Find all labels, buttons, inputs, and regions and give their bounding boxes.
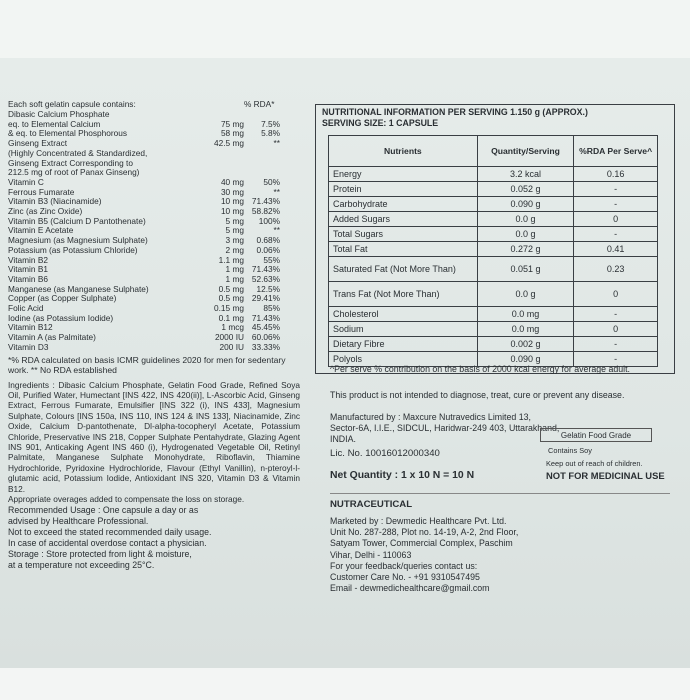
- composition-name: Vitamin B12: [8, 322, 53, 333]
- composition-name: Iodine (as Potassium Iodide): [8, 312, 114, 323]
- composition-name: Vitamin B2: [8, 254, 48, 265]
- nutrition-row: [329, 167, 658, 182]
- net-quantity: Net Quantity : 1 x 10 N = 10 N: [330, 470, 475, 481]
- nutrient-name: Sodium: [329, 322, 478, 337]
- nutrition-panel: [315, 104, 675, 374]
- nutrient-qty: 0.052 g: [477, 182, 574, 197]
- composition-qty: 0.5 mg: [218, 283, 244, 294]
- composition-rda: 71.43%: [251, 264, 280, 275]
- composition-qty: 1 mg: [225, 264, 244, 275]
- nutrient-name: Total Sugars: [329, 227, 478, 242]
- allergen-note: Contains Soy: [548, 446, 592, 455]
- composition-rda: 12.5%: [256, 283, 280, 294]
- composition-panel: [8, 100, 300, 571]
- composition-qty: 42.5 mg: [214, 138, 244, 149]
- nutrient-qty: 0.0 g: [477, 227, 574, 242]
- per-serve-footnote: ^Per serve % contribution on the basis of 2000 kcal energy for average adult.: [330, 364, 630, 374]
- composition-name: Dibasic Calcium Phosphate: [8, 109, 110, 119]
- nutrient-qty: 0.0 mg: [477, 322, 574, 337]
- nutrient-name: Polyols: [329, 352, 478, 367]
- marketer-line: Marketed by : Dewmedic Healthcare Pvt. Ltd.: [330, 516, 507, 526]
- composition-qty: 2 mg: [225, 244, 244, 255]
- composition-qty: 2000 IU: [214, 332, 244, 343]
- rda-column-header: % RDA*: [244, 99, 275, 109]
- composition-rda: **: [273, 186, 280, 197]
- composition-rda: 0.68%: [256, 235, 280, 246]
- composition-qty: 58 mg: [220, 128, 244, 139]
- nutrient-rda: 0.16: [574, 167, 658, 182]
- overages-text: Appropriate overages added to compensate the loss on storage.: [8, 494, 245, 505]
- nutrition-header-row: [329, 136, 658, 167]
- usage-line: In case of accidental overdose contact a physician.: [8, 538, 207, 549]
- nutrient-name: Added Sugars: [329, 212, 478, 227]
- nutrient-name: Energy: [329, 167, 478, 182]
- nutrient-name: Saturated Fat (Not More Than): [329, 257, 478, 282]
- category-label: NUTRACEUTICAL: [330, 499, 413, 510]
- nutrition-row: [329, 212, 658, 227]
- composition-qty: 3 mg: [225, 235, 244, 246]
- composition-rda: **: [273, 225, 280, 236]
- gelatin-badge: Gelatin Food Grade: [540, 428, 652, 442]
- composition-qty: 1 mcg: [221, 322, 244, 333]
- usage-block: [8, 505, 300, 571]
- header-rda: %RDA Per Serve^: [574, 136, 658, 167]
- composition-rda: 100%: [258, 215, 280, 226]
- composition-rda: 60.06%: [251, 332, 280, 343]
- composition-rda: 7.5%: [261, 118, 280, 129]
- nutrient-rda: -: [574, 337, 658, 352]
- background-bottom: [0, 668, 690, 700]
- composition-qty: 30 mg: [220, 186, 244, 197]
- composition-name: Vitamin B6: [8, 273, 48, 284]
- composition-rda: 5.8%: [261, 128, 280, 139]
- composition-rda: 52.63%: [251, 273, 280, 284]
- composition-row: [8, 168, 300, 178]
- usage-line: Recommended Usage : One capsule a day or as: [8, 505, 199, 516]
- nutrition-rows: [329, 167, 658, 367]
- composition-qty: 10 mg: [220, 196, 244, 207]
- nutrient-name: Dietary Fibre: [329, 337, 478, 352]
- nutrition-row: [329, 307, 658, 322]
- nutrient-rda: -: [574, 352, 658, 367]
- manufacturer: Manufactured by : Maxcure Nutravedics Limited 13, Sector-6A, I.I.E., SIDCUL, Haridwar-249 403, Uttarakhand, INDIA.: [330, 412, 560, 444]
- composition-name: Vitamin D3: [8, 341, 49, 352]
- composition-rda: 85%: [263, 303, 280, 314]
- divider: [330, 493, 670, 494]
- composition-qty: 1 mg: [225, 273, 244, 284]
- nutrient-rda: 0: [574, 212, 658, 227]
- composition-list: [8, 110, 300, 353]
- not-medicinal-label: NOT FOR MEDICINAL USE: [546, 470, 665, 481]
- composition-qty: 5 mg: [225, 225, 244, 236]
- composition-name: Vitamin B1: [8, 264, 48, 275]
- composition-name: 212.5 mg of root of Panax Ginseng): [8, 167, 140, 178]
- composition-rda: 58.82%: [251, 206, 280, 217]
- composition-qty: 0.15 mg: [214, 303, 244, 314]
- composition-row: [8, 343, 300, 353]
- nutrition-row: [329, 282, 658, 307]
- composition-name: & eq. to Elemental Phosphorous: [8, 128, 127, 139]
- composition-name: Zinc (as Zinc Oxide): [8, 206, 83, 217]
- header-quantity: Quantity/Serving: [477, 136, 574, 167]
- marketer-line: Vihar, Delhi - 110063: [330, 549, 412, 560]
- nutrient-name: Cholesterol: [329, 307, 478, 322]
- composition-name: (Highly Concentrated & Standardized,: [8, 147, 148, 158]
- nutrition-title: NUTRITIONAL INFORMATION PER SERVING 1.150 g (APPROX.): [322, 107, 588, 117]
- nutrient-rda: 0.23: [574, 257, 658, 282]
- marketer-block: [330, 516, 660, 594]
- serving-size: SERVING SIZE: 1 CAPSULE: [322, 118, 439, 128]
- nutrient-rda: -: [574, 197, 658, 212]
- nutrition-row: [329, 197, 658, 212]
- nutrient-name: Trans Fat (Not More Than): [329, 282, 478, 307]
- composition-qty: 1.1 mg: [218, 254, 244, 265]
- composition-name: Manganese (as Manganese Sulphate): [8, 283, 149, 294]
- nutrient-qty: 0.090 g: [477, 197, 574, 212]
- composition-rda: 71.43%: [251, 312, 280, 323]
- nutrition-row: [329, 257, 658, 282]
- nutrient-qty: 0.0 g: [477, 282, 574, 307]
- nutrient-name: Carbohydrate: [329, 197, 478, 212]
- license-number: Lic. No. 10016012000340: [330, 448, 440, 459]
- nutrient-rda: 0.41: [574, 242, 658, 257]
- nutrient-rda: -: [574, 182, 658, 197]
- composition-name: Folic Acid: [8, 303, 44, 314]
- composition-qty: 40 mg: [220, 176, 244, 187]
- nutrient-rda: 0: [574, 322, 658, 337]
- nutrient-name: Protein: [329, 182, 478, 197]
- header-nutrients: Nutrients: [329, 136, 478, 167]
- composition-name: Magnesium (as Magnesium Sulphate): [8, 235, 148, 246]
- composition-rda: 45.45%: [251, 322, 280, 333]
- nutrient-qty: 0.051 g: [477, 257, 574, 282]
- nutrient-rda: -: [574, 307, 658, 322]
- composition-rda: 55%: [263, 254, 280, 265]
- nutrition-row: [329, 227, 658, 242]
- nutrient-rda: -: [574, 227, 658, 242]
- composition-rda: 29.41%: [251, 293, 280, 304]
- email-line: Email - dewmedichealthcare@gmail.com: [330, 583, 490, 594]
- composition-rda: 50%: [263, 176, 280, 187]
- composition-name: Vitamin E Acetate: [8, 225, 74, 236]
- composition-row: [8, 246, 300, 256]
- composition-row: [8, 294, 300, 304]
- nutrient-rda: 0: [574, 282, 658, 307]
- composition-name: Vitamin B3 (Niacinamide): [8, 196, 102, 207]
- nutrition-row: [329, 242, 658, 257]
- composition-name: Vitamin B5 (Calcium D Pantothenate): [8, 215, 146, 226]
- customer-care-line: Customer Care No. - +91 9310547495: [330, 572, 480, 583]
- marketer-line: Satyam Tower, Commercial Complex, Paschim: [330, 538, 513, 549]
- composition-rda: 71.43%: [251, 196, 280, 207]
- composition-name: Ginseng Extract Corresponding to: [8, 157, 133, 168]
- composition-rda: **: [273, 138, 280, 149]
- feedback-line: For your feedback/queries contact us:: [330, 560, 478, 571]
- usage-line: Not to exceed the stated recommended daily usage.: [8, 527, 212, 538]
- nutrient-qty: 0.002 g: [477, 337, 574, 352]
- background-top: [0, 0, 690, 58]
- nutrient-name: Total Fat: [329, 242, 478, 257]
- nutrient-qty: 0.0 mg: [477, 307, 574, 322]
- nutrient-qty: 0.0 g: [477, 212, 574, 227]
- nutrition-row: [329, 337, 658, 352]
- marketer-line: Unit No. 287-288, Plot no. 14-19, A-2, 2nd Floor,: [330, 527, 519, 538]
- disclaimer: This product is not intended to diagnose, treat, cure or prevent any disease.: [330, 390, 625, 400]
- nutrient-qty: 3.2 kcal: [477, 167, 574, 182]
- composition-qty: 0.5 mg: [218, 293, 244, 304]
- ingredients-text: Ingredients : Dibasic Calcium Phosphate, Gelatin Food Grade, Refined Soya Oil, Purified Water, Humectant [INS 422, INS 420(ii)], L-Ascorbic Acid, Ginseng Extract, Ferrous Fumarate, Emulsifier [INS 322 (i), INS 433], Magnesium Sulphate, Colours [INS 150a, INS 110, INS 124 & INS 133], Niacinamide, Zinc Oxide, Calcium D-pantothenate, Dl-alpha-tocopheryl Acetate, Potassium Chloride, Preservative INS 218, Copper Sulphate Pentahydrate, Glazing Agent INS 901, Anticaking Agent INS 460 (i), Hydrogenated Vegetable Oil, Retinyl Palmitate, Manganese Sulphate Monohydrate, Riboflavin, Thiamine Hydrochloride, Pyridoxine Hydrochloride, Flavour (Ethyl Vanillin), n-pteroyl-l-glutamic acid, Potassium Iodide, Antioxidant INS 320, Vitamin D3 & Vitamin B12.: [8, 379, 300, 494]
- composition-qty: 75 mg: [220, 118, 244, 129]
- safety-note: Keep out of reach of children.: [546, 459, 643, 468]
- nutrient-qty: 0.090 g: [477, 352, 574, 367]
- composition-name: Vitamin C: [8, 176, 44, 187]
- rda-footnote: *% RDA calculated on basis ICMR guidelines 2020 for men for sedentary work. ** No RDA established: [8, 354, 286, 376]
- storage-line: Storage : Store protected from light & moisture,: [8, 549, 192, 560]
- nutrition-row: [329, 182, 658, 197]
- composition-name: Vitamin A (as Palmitate): [8, 332, 96, 343]
- nutrition-row: [329, 322, 658, 337]
- composition-name: eq. to Elemental Calcium: [8, 118, 101, 129]
- storage-line: at a temperature not exceeding 25°C.: [8, 560, 155, 571]
- composition-name: Copper (as Copper Sulphate): [8, 293, 117, 304]
- composition-name: Ferrous Fumarate: [8, 186, 75, 197]
- composition-qty: 200 IU: [219, 341, 244, 352]
- composition-title: Each soft gelatin capsule contains:: [8, 99, 136, 109]
- composition-qty: 0.1 mg: [218, 312, 244, 323]
- usage-line: advised by Healthcare Professional.: [8, 516, 149, 527]
- composition-qty: 5 mg: [225, 215, 244, 226]
- composition-rda: 33.33%: [251, 341, 280, 352]
- composition-qty: 10 mg: [220, 206, 244, 217]
- composition-name: Ginseng Extract: [8, 138, 68, 149]
- composition-name: Potassium (as Potassium Chloride): [8, 244, 138, 255]
- nutrient-qty: 0.272 g: [477, 242, 574, 257]
- composition-rda: 0.06%: [256, 244, 280, 255]
- nutrition-table: [328, 135, 658, 367]
